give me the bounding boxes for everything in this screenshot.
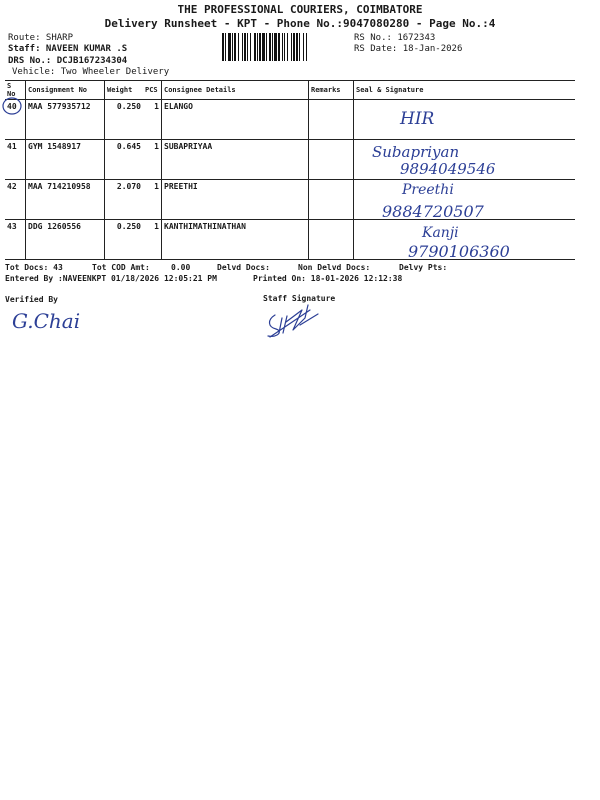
circled-mark (3, 98, 21, 114)
cell-consignee: KANTHIMATHINATHAN (162, 220, 309, 260)
cell-weight: 0.250 (105, 220, 144, 260)
cell-weight: 2.070 (105, 180, 144, 220)
staff-signature-label: Staff Signature (263, 294, 336, 303)
cell-sno: 41 (5, 140, 26, 180)
cell-pcs: 1 (143, 140, 162, 180)
col-sno: S No (5, 81, 26, 100)
cell-pcs: 1 (143, 180, 162, 220)
cell-consignment: GYM 1548917 (26, 140, 105, 180)
total-cod-label: Tot COD Amt: (92, 263, 150, 272)
total-cod-value: 0.00 (171, 263, 191, 272)
col-consignment: Consignment No (26, 81, 105, 100)
verified-signature: G.Chai (12, 309, 81, 333)
col-remarks: Remarks (309, 81, 354, 100)
runsheet-subtitle: Delivery Runsheet - KPT - Phone No.:9047080280 - Page No.:4 (104, 17, 496, 30)
row1-signature: HIR (400, 109, 435, 129)
row2-signature: Subapriyan (372, 143, 460, 161)
cell-sno: 40 (5, 100, 26, 140)
delivered-docs: Delvd Docs: (217, 263, 270, 272)
non-delivered-docs: Non Delvd Docs: (298, 263, 371, 272)
cell-sno: 43 (5, 220, 26, 260)
staff-label: Staff: NAVEEN KUMAR .S (8, 44, 128, 54)
col-weight: Weight (105, 81, 144, 100)
rs-date: RS Date: 18-Jan-2026 (354, 44, 463, 54)
staff-signature-image (268, 305, 318, 337)
cell-consignment: DDG 1260556 (26, 220, 105, 260)
cell-weight: 0.645 (105, 140, 144, 180)
company-title: THE PROFESSIONAL COURIERS, COIMBATORE (177, 3, 423, 16)
row4-phone: 9790106360 (408, 242, 510, 261)
cell-pcs: 1 (143, 220, 162, 260)
printed-on: Printed On: 18-01-2026 12:12:38 (253, 274, 403, 283)
drs-label: DRS No.: DCJB167234304 (8, 56, 128, 66)
total-docs: Tot Docs: 43 (5, 263, 63, 272)
cell-consignee: SUBAPRIYAA (162, 140, 309, 180)
row3-signature: Preethi (402, 182, 454, 198)
row2-phone: 9894049546 (400, 160, 496, 178)
col-consignee: Consignee Details (162, 81, 309, 100)
col-pcs: PCS (143, 81, 162, 100)
verified-by-label: Verified By (5, 295, 58, 304)
cell-consignee: ELANGO (162, 100, 309, 140)
entered-by: Entered By :NAVEENKPT 01/18/2026 12:05:21 PM (5, 274, 217, 283)
delivery-points: Delvy Pts: (399, 263, 448, 272)
row4-signature: Kanji (422, 225, 459, 241)
rs-number: RS No.: 1672343 (354, 33, 436, 43)
row3-phone: 9884720507 (382, 202, 484, 221)
cell-sno: 42 (5, 180, 26, 220)
cell-weight: 0.250 (105, 100, 144, 140)
cell-consignment: MAA 577935712 (26, 100, 105, 140)
cell-pcs: 1 (143, 100, 162, 140)
cell-consignee: PREETHI (162, 180, 309, 220)
vehicle-label: Vehicle: Two Wheeler Delivery (12, 67, 170, 77)
route-label: Route: SHARP (8, 33, 74, 43)
col-seal: Seal & Signature (354, 81, 576, 100)
cell-consignment: MAA 714210958 (26, 180, 105, 220)
